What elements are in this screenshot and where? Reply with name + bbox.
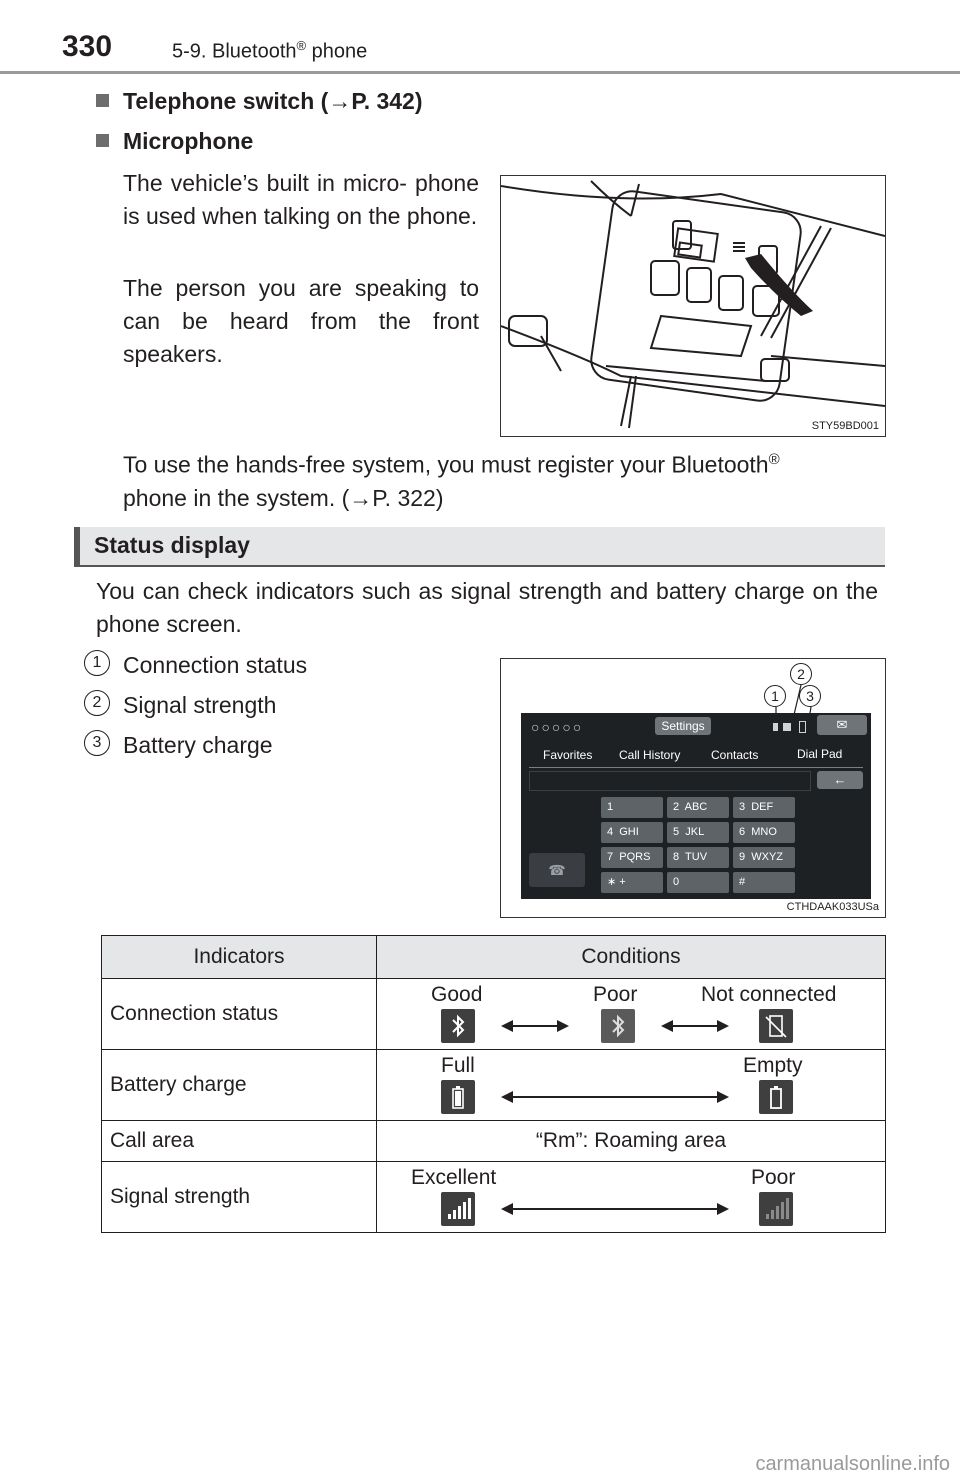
status-display-intro: You can check indicators such as signal strength and battery charge on the phone screen. bbox=[96, 578, 878, 637]
table-row bbox=[102, 1050, 886, 1121]
header-conditions: Conditions bbox=[377, 936, 886, 979]
dial-key[interactable]: 3 DEF bbox=[733, 797, 795, 818]
signal-poor-icon bbox=[759, 1192, 793, 1226]
mail-icon[interactable]: ✉ bbox=[817, 715, 867, 735]
call-button[interactable]: ☎ bbox=[529, 853, 585, 887]
battery-icon bbox=[799, 721, 806, 733]
range-arrow bbox=[503, 1096, 727, 1098]
condition-cell bbox=[377, 1050, 886, 1121]
tab-contacts[interactable]: Contacts bbox=[711, 748, 759, 762]
indicator-cell: Connection status bbox=[102, 979, 377, 1050]
section-divider bbox=[74, 565, 885, 567]
table-header-row bbox=[102, 936, 886, 979]
table-row bbox=[102, 1121, 886, 1162]
phone-screen-figure bbox=[500, 658, 886, 918]
list-item-signal-strength: Signal strength bbox=[123, 692, 277, 718]
range-arrow bbox=[663, 1025, 727, 1027]
tab-dial-pad[interactable]: Dial Pad bbox=[797, 747, 843, 761]
phone-not-connected-icon bbox=[759, 1009, 793, 1043]
battery-full-icon bbox=[441, 1080, 475, 1114]
dial-key[interactable]: 8 TUV bbox=[667, 847, 729, 868]
dial-key[interactable]: 2 ABC bbox=[667, 797, 729, 818]
item-number-badge: 1 bbox=[84, 650, 110, 676]
figure-code: STY59BD001 bbox=[811, 420, 879, 432]
signal-excellent-icon bbox=[441, 1192, 475, 1226]
bullet-square-icon bbox=[96, 94, 109, 107]
microphone-heading: Microphone bbox=[96, 128, 253, 155]
overhead-console-figure bbox=[500, 175, 886, 437]
bullet-square-icon bbox=[96, 134, 109, 147]
table-row bbox=[102, 979, 886, 1050]
number-display bbox=[529, 771, 811, 791]
callout-badge: 3 bbox=[799, 685, 821, 707]
indicators-table bbox=[101, 935, 886, 1233]
condition-label: Empty bbox=[743, 1054, 803, 1077]
dial-key[interactable]: 7 PQRS bbox=[601, 847, 663, 868]
dial-key[interactable]: 0 bbox=[667, 872, 729, 893]
indicator-cell: Signal strength bbox=[102, 1162, 377, 1233]
condition-label: Poor bbox=[751, 1166, 796, 1189]
condition-label: Excellent bbox=[411, 1166, 497, 1189]
telephone-switch-heading: Telephone switch (→P. 342) bbox=[96, 88, 423, 115]
battery-empty-icon bbox=[759, 1080, 793, 1114]
phone-screen bbox=[521, 713, 871, 899]
microphone-paragraph-2: The person you are speaking to can be heard from the front speakers. bbox=[123, 275, 479, 367]
range-arrow bbox=[503, 1208, 727, 1210]
callout-badge: 1 bbox=[764, 685, 786, 707]
backspace-button[interactable]: ← bbox=[817, 771, 863, 789]
overhead-console-illustration bbox=[501, 176, 885, 436]
condition-cell bbox=[377, 1162, 886, 1233]
status-display-heading: Status display bbox=[74, 527, 885, 565]
dial-keypad bbox=[601, 797, 795, 895]
tab-favorites[interactable]: Favorites bbox=[543, 748, 593, 762]
dial-key[interactable]: 1 bbox=[601, 797, 663, 818]
table-row bbox=[102, 1162, 886, 1233]
watermark: carmanualsonline.info bbox=[755, 1453, 950, 1475]
screen-tabs bbox=[529, 743, 863, 768]
item-number-badge: 2 bbox=[84, 690, 110, 716]
header-divider bbox=[0, 71, 960, 74]
indicator-cell: Battery charge bbox=[102, 1050, 377, 1121]
condition-label: Not connected bbox=[701, 983, 837, 1006]
range-arrow bbox=[503, 1025, 567, 1027]
item-number-badge: 3 bbox=[84, 730, 110, 756]
page-number: 330 bbox=[62, 30, 113, 63]
bluetooth-poor-icon bbox=[601, 1009, 635, 1043]
dial-key[interactable]: 6 MNO bbox=[733, 822, 795, 843]
indicator-cell: Call area bbox=[102, 1121, 377, 1162]
list-item-battery-charge: Battery charge bbox=[123, 732, 273, 758]
tab-call-history[interactable]: Call History bbox=[619, 748, 681, 762]
dial-key[interactable]: 9 WXYZ bbox=[733, 847, 795, 868]
settings-button[interactable]: Settings bbox=[655, 717, 711, 735]
bluetooth-icon bbox=[773, 723, 778, 731]
condition-label: Poor bbox=[593, 983, 638, 1006]
bluetooth-good-icon bbox=[441, 1009, 475, 1043]
dial-key[interactable]: 4 GHI bbox=[601, 822, 663, 843]
callout-badge: 2 bbox=[790, 663, 812, 685]
list-item-connection-status: Connection status bbox=[123, 652, 308, 678]
screen-dots: ○○○○○ bbox=[531, 719, 584, 735]
condition-cell: “Rm”: Roaming area bbox=[377, 1121, 886, 1162]
microphone-paragraph-1: The vehicle’s built in micro- phone is used when talking on the phone. bbox=[123, 170, 479, 229]
figure-code: CTHDAAK033USa bbox=[786, 901, 879, 913]
register-paragraph: To use the hands-free system, you must register your Bluetooth® phone in the system. (→P. 322) bbox=[123, 451, 780, 511]
condition-cell bbox=[377, 979, 886, 1050]
signal-icon bbox=[783, 723, 791, 731]
dial-key[interactable]: 5 JKL bbox=[667, 822, 729, 843]
header-indicators: Indicators bbox=[102, 936, 377, 979]
condition-label: Full bbox=[441, 1054, 475, 1077]
chapter-title: 5-9. Bluetooth® phone bbox=[172, 38, 368, 63]
condition-label: Good bbox=[431, 983, 483, 1006]
dial-key[interactable]: ∗ + bbox=[601, 872, 663, 893]
dial-key[interactable]: # bbox=[733, 872, 795, 893]
